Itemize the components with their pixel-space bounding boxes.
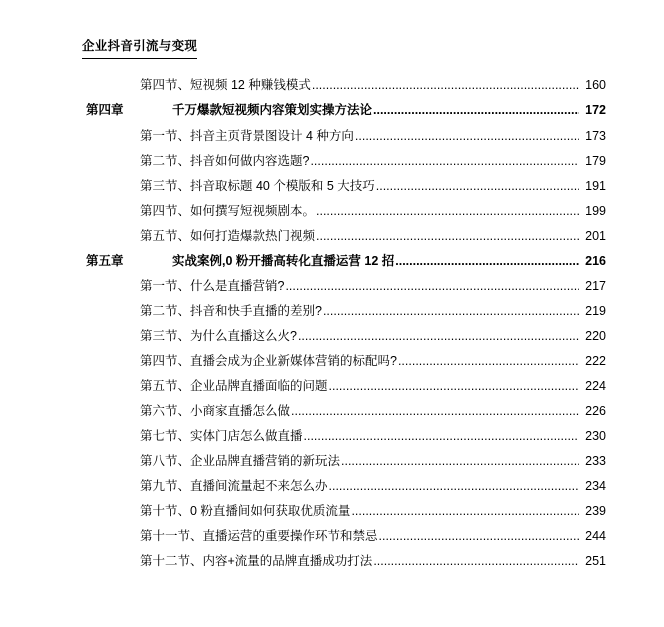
- toc-entry-page: 224: [585, 379, 606, 393]
- toc-entry-page: 179: [585, 153, 606, 168]
- toc-entry-page: 251: [585, 554, 606, 568]
- toc-entry-title: 第六节、小商家直播怎么做: [140, 404, 291, 418]
- toc-entry-page: 226: [585, 404, 606, 418]
- toc-entry[interactable]: [58, 305, 606, 318]
- leader-dots: [398, 355, 579, 368]
- toc-entry[interactable]: [58, 380, 606, 393]
- toc-entry-title: 实战案例,0 粉开播高转化直播运营 12 招: [172, 253, 395, 268]
- leader-dots: [316, 230, 579, 243]
- toc-entry-title: 第四节、直播会成为企业新媒体营销的标配吗?: [140, 354, 397, 368]
- toc-entry-title: 第五节、企业品牌直播面临的问题: [140, 379, 328, 393]
- toc-entry[interactable]: [58, 505, 606, 518]
- toc-entry[interactable]: [58, 555, 606, 568]
- toc-entry-title: 第三节、为什么直播这么火?: [140, 329, 297, 343]
- toc-entry-title: 第二节、抖音和快手直播的差别?: [140, 304, 322, 318]
- leader-dots: [376, 180, 579, 193]
- toc-entry[interactable]: [58, 130, 606, 143]
- leader-dots: [341, 455, 579, 468]
- page-title: 企业抖音引流与变现: [82, 36, 197, 59]
- toc-entry-label: 第四章: [86, 103, 124, 117]
- table-of-contents: [58, 79, 606, 568]
- leader-dots: [395, 255, 579, 268]
- toc-entry-page: 239: [585, 504, 606, 518]
- toc-entry-page: 233: [585, 454, 606, 468]
- toc-entry-title: 第八节、企业品牌直播营销的新玩法: [140, 454, 341, 468]
- leader-dots: [304, 430, 579, 443]
- toc-entry-page: 244: [585, 529, 606, 543]
- toc-entry[interactable]: [58, 530, 606, 543]
- toc-entry-title: 第九节、直播间流量起不来怎么办: [140, 479, 328, 493]
- leader-dots: [310, 155, 579, 168]
- toc-entry[interactable]: [58, 180, 606, 193]
- toc-entry-title: 千万爆款短视频内容策划实操方法论: [172, 103, 373, 117]
- toc-entry-title: 第一节、什么是直播营销?: [140, 279, 285, 293]
- toc-entry-page: 222: [585, 354, 606, 368]
- toc-entry-title: 第七节、实体门店怎么做直播: [140, 429, 303, 443]
- toc-entry-page: 230: [585, 429, 606, 443]
- toc-entry[interactable]: [58, 255, 606, 268]
- toc-entry[interactable]: [58, 430, 606, 443]
- leader-dots: [355, 130, 579, 143]
- toc-entry[interactable]: [58, 230, 606, 243]
- toc-entry-title: 第四节、短视频 12 种赚钱模式: [140, 78, 311, 92]
- leader-dots: [291, 405, 579, 418]
- leader-dots: [329, 480, 579, 493]
- leader-dots: [323, 305, 579, 318]
- toc-entry-page: 172: [585, 103, 606, 117]
- leader-dots: [373, 555, 579, 568]
- toc-entry-page: 234: [585, 479, 606, 493]
- toc-entry[interactable]: [58, 405, 606, 418]
- toc-entry-title: 第四节、如何撰写短视频剧本。: [140, 203, 316, 218]
- toc-entry-title: 第十节、0 粉直播间如何获取优质流量: [140, 504, 351, 518]
- toc-entry-page: 216: [585, 253, 606, 268]
- leader-dots: [285, 280, 579, 293]
- toc-entry-page: 173: [585, 128, 606, 143]
- toc-entry-title: 第二节、抖音如何做内容选题?: [140, 153, 310, 168]
- leader-dots: [351, 505, 579, 518]
- toc-entry-title: 第十一节、直播运营的重要操作环节和禁忌: [140, 529, 378, 543]
- toc-entry-page: 217: [585, 279, 606, 293]
- toc-entry-page: 220: [585, 329, 606, 343]
- toc-entry-page: 199: [585, 203, 606, 218]
- toc-entry-page: 191: [585, 178, 606, 193]
- toc-entry[interactable]: [58, 205, 606, 218]
- toc-entry-title: 第一节、抖音主页背景图设计 4 种方向: [140, 128, 354, 143]
- leader-dots: [379, 530, 579, 543]
- toc-entry[interactable]: [58, 480, 606, 493]
- leader-dots: [298, 330, 579, 343]
- toc-entry[interactable]: [58, 280, 606, 293]
- leader-dots: [316, 205, 579, 218]
- toc-entry[interactable]: [58, 455, 606, 468]
- toc-entry[interactable]: [58, 104, 606, 117]
- leader-dots: [312, 79, 579, 92]
- toc-entry[interactable]: [58, 330, 606, 343]
- toc-entry[interactable]: [58, 355, 606, 368]
- toc-entry-page: 219: [585, 304, 606, 318]
- toc-entry-label: 第五章: [86, 253, 124, 268]
- toc-entry[interactable]: [58, 155, 606, 168]
- toc-entry-title: 第十二节、内容+流量的品牌直播成功打法: [140, 554, 373, 568]
- toc-entry-page: 160: [585, 78, 606, 92]
- toc-entry-title: 第五节、如何打造爆款热门视频: [140, 228, 316, 243]
- leader-dots: [373, 104, 579, 117]
- toc-entry-page: 201: [585, 228, 606, 243]
- toc-entry[interactable]: [58, 79, 606, 92]
- leader-dots: [329, 380, 579, 393]
- toc-entry-title: 第三节、抖音取标题 40 个模版和 5 大技巧: [140, 178, 375, 193]
